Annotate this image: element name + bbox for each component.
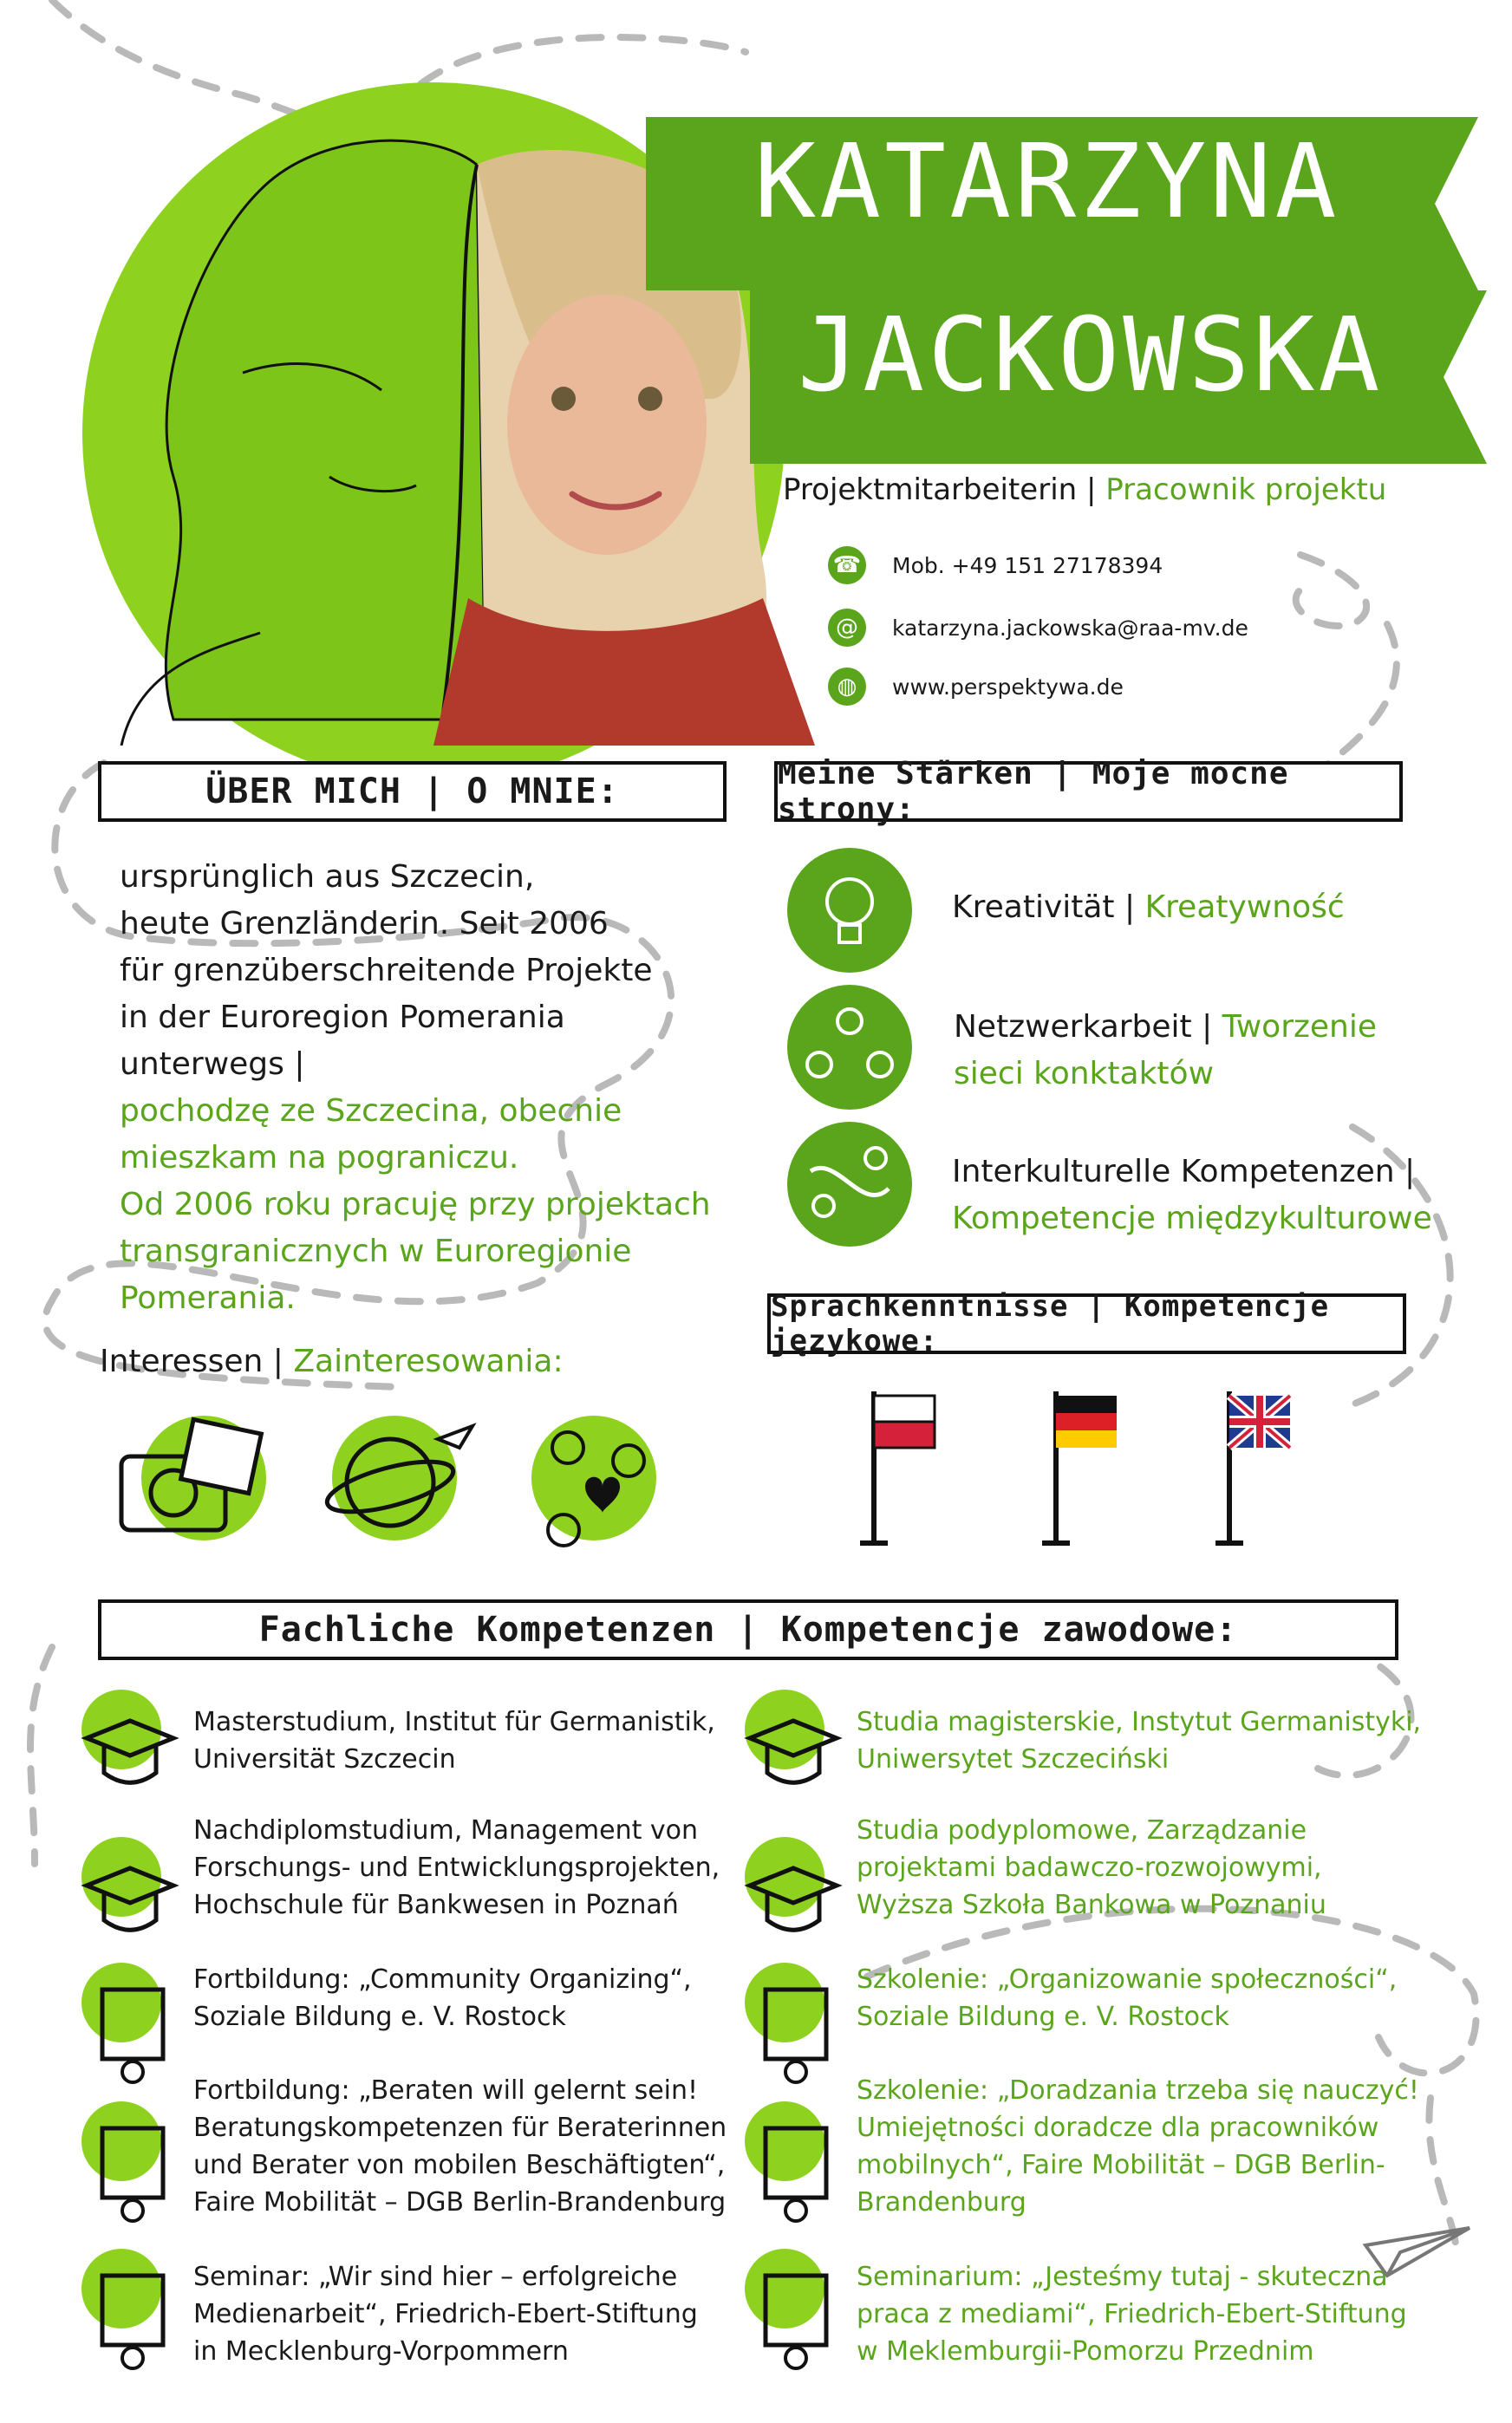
about-pl-line: Pomerania. [120, 1280, 296, 1316]
certificate-icon [745, 1963, 826, 2082]
edu-line: Hochschule für Bankwesen in Poznań [193, 1890, 679, 1920]
education-entry-pl [857, 1703, 1421, 1778]
website-link[interactable]: www.perspektywa.de [892, 674, 1124, 700]
education-icons-left [78, 1686, 191, 2380]
about-header: ÜBER MICH | O MNIE: [98, 761, 727, 822]
edu-line: Uniwersytet Szczeciński [857, 1744, 1170, 1775]
job-title-separator: | [1077, 472, 1106, 507]
professional-header: Fachliche Kompetenzen | Kompetencje zawodowe: [98, 1599, 1398, 1660]
edu-line: Medienarbeit“, Friedrich-Ebert-Stiftung [193, 2299, 698, 2329]
about-pl-line: Od 2006 roku pracuję przy projektach [120, 1187, 711, 1222]
strength-creativity [952, 884, 1345, 931]
edu-line: Masterstudium, Institut für Germanistik, [193, 1707, 715, 1737]
about-de-line: für grenzüberschreitende Projekte [120, 953, 653, 988]
strength-pl: Tworzenie [1222, 1009, 1378, 1045]
intercultural-icon [787, 1122, 912, 1247]
about-de-line: heute Grenzländerin. Seit 2006 [120, 906, 609, 941]
about-pl-line: pochodzę ze Szczecina, obecnie [120, 1093, 622, 1129]
edu-line: Szkolenie: „Doradzania trzeba się nauczyć! [857, 2075, 1419, 2106]
edu-line: Nachdiplomstudium, Management von [193, 1815, 699, 1846]
education-icons-right [741, 1686, 854, 2380]
language-flags [858, 1391, 1309, 1556]
strength-de: Interkulturelle Kompetenzen | [952, 1154, 1416, 1189]
edu-line: Brandenburg [857, 2187, 1026, 2218]
languages-header: Sprachkenntnisse | Kompetencje językowe: [767, 1293, 1406, 1354]
education-entry-pl [857, 2072, 1419, 2221]
graduation-cap-icon [745, 1690, 837, 1782]
strengths-header: Meine Stärken | Moje mocne strony: [774, 761, 1403, 822]
education-entry-de [193, 1961, 692, 2035]
strength-pl: Kompetencje międzykulturowe [952, 1201, 1432, 1236]
phone-number[interactable]: Mob. +49 151 27178394 [892, 552, 1163, 578]
email-icon: @ [828, 609, 866, 647]
edu-line: Soziale Bildung e. V. Rostock [857, 2002, 1229, 2032]
first-name: KATARZYNA [754, 121, 1340, 241]
strengths-icons [785, 845, 923, 1279]
network-icon [787, 985, 912, 1110]
interests-label [100, 1344, 564, 1379]
about-de-line: ursprünglich aus Szczecin, [120, 859, 535, 895]
certificate-icon [81, 1963, 163, 2082]
globe-icon: ◍ [828, 668, 866, 706]
edu-line: w Meklemburgii-Pomorzu Przednim [857, 2336, 1314, 2367]
edu-line: Faire Mobilität – DGB Berlin-Brandenburg [193, 2187, 727, 2218]
certificate-icon [81, 2249, 163, 2368]
edu-line: Seminar: „Wir sind hier – erfolgreiche [193, 2262, 678, 2292]
last-name: JACKOWSKA [798, 295, 1384, 414]
graduation-cap-icon [81, 1690, 173, 1782]
edu-line: Universität Szczecin [193, 1744, 456, 1775]
education-entry-pl [857, 1961, 1397, 2035]
edu-line: Soziale Bildung e. V. Rostock [193, 2002, 566, 2032]
certificate-icon [745, 2249, 826, 2368]
camera-icon [121, 1416, 266, 1540]
edu-line: Studia magisterskie, Instytut Germanistyki, [857, 1707, 1422, 1737]
interests-icons [113, 1404, 702, 1552]
edu-line: und Berater von mobilen Beschäftigten“, [193, 2150, 726, 2180]
email-row [828, 609, 1248, 647]
graduation-cap-icon [745, 1837, 837, 1930]
uk-flag-icon [1215, 1391, 1290, 1543]
interests-de: Interessen [100, 1344, 264, 1379]
strength-networking [954, 1004, 1377, 1098]
graduation-cap-icon [81, 1837, 173, 1930]
edu-line: Beratungskompetenzen für Beraterinnen [193, 2113, 727, 2143]
certificate-icon [745, 2101, 826, 2221]
edu-line: Studia podyplomowe, Zarządzanie [857, 1815, 1307, 1846]
edu-line: praca z mediami“, Friedrich-Ebert-Stiftung [857, 2299, 1407, 2329]
email-address[interactable]: katarzyna.jackowska@raa-mv.de [892, 615, 1248, 641]
about-de-line: unterwegs | [120, 1046, 305, 1082]
education-entry-pl [857, 2258, 1407, 2370]
edu-line: mobilnych“, Faire Mobilität – DGB Berlin- [857, 2150, 1385, 2180]
edu-line: Szkolenie: „Organizowanie społeczności“, [857, 1964, 1398, 1995]
education-entry-de [193, 1812, 720, 1924]
about-de-line: in der Euroregion Pomerania [120, 1000, 565, 1035]
edu-line: Forschungs- und Entwicklungsprojekten, [193, 1853, 720, 1883]
job-title-de: Projektmitarbeiterin [783, 472, 1078, 507]
education-entry-de [193, 1703, 715, 1778]
strength-de: Netzwerkarbeit | [954, 1009, 1222, 1045]
german-flag-icon [1042, 1391, 1117, 1543]
phone-icon: ☎ [828, 546, 866, 584]
education-entry-de [193, 2072, 727, 2221]
edu-line: Fortbildung: „Community Organizing“, [193, 1964, 692, 1995]
website-row [828, 668, 1124, 706]
about-pl-line: transgranicznych w Euroregionie [120, 1234, 632, 1269]
edu-line: in Mecklenburg-Vorpommern [193, 2336, 569, 2367]
edu-line: projektami badawczo-rozwojowymi, [857, 1853, 1322, 1883]
about-text [120, 854, 711, 1322]
paper-plane-icon [1361, 2211, 1474, 2280]
strength-pl-cont: sieci konktaktów [954, 1056, 1215, 1091]
certificate-icon [81, 2101, 163, 2221]
edu-line: Fortbildung: „Beraten will gelernt sein! [193, 2075, 699, 2106]
globe-travel-icon [323, 1416, 472, 1540]
polish-flag-icon [860, 1391, 935, 1543]
edu-line: Seminarium: „Jesteśmy tutaj - skuteczna [857, 2262, 1388, 2292]
edu-line: Wyższa Szkoła Bankowa w Poznaniu [857, 1890, 1326, 1920]
lightbulb-icon [787, 848, 912, 973]
edu-line: Umiejętności doradcze dla pracowników [857, 2113, 1379, 2143]
strength-pl: Kreatywność [1144, 889, 1345, 925]
strength-intercultural [952, 1149, 1432, 1242]
interests-separator: | [263, 1344, 294, 1379]
education-entry-pl [857, 1812, 1326, 1924]
social-media-icon [531, 1416, 656, 1546]
job-title-pl: Pracownik projektu [1105, 472, 1387, 507]
interests-pl: Zainteresowania: [293, 1344, 564, 1379]
education-entry-de [193, 2258, 698, 2370]
phone-row [828, 546, 1163, 584]
job-title [783, 472, 1386, 507]
strength-de: Kreativität | [952, 889, 1145, 925]
about-pl-line: mieszkam na pograniczu. [120, 1140, 519, 1176]
